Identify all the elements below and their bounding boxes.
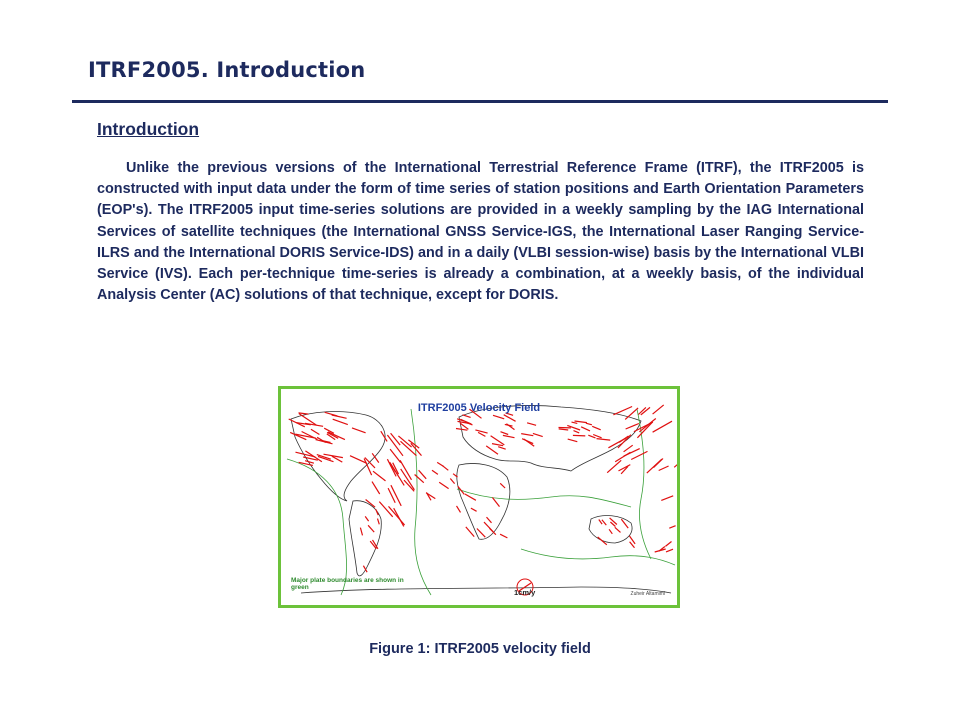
velocity-vector: [631, 451, 647, 459]
velocity-field-figure: [278, 386, 680, 608]
velocity-vector: [653, 421, 672, 432]
velocity-vector: [503, 435, 515, 437]
velocity-vector: [388, 488, 395, 503]
velocity-vector: [559, 429, 569, 430]
velocity-vector: [521, 434, 533, 436]
velocity-vector: [368, 525, 374, 532]
velocity-vector: [415, 475, 424, 483]
velocity-vector: [500, 534, 507, 538]
velocity-vector: [634, 422, 653, 432]
velocity-vector: [501, 432, 509, 435]
velocity-vector: [477, 529, 485, 538]
title-divider: [72, 100, 888, 103]
velocity-vector: [391, 465, 404, 486]
velocity-vector: [504, 415, 516, 422]
velocity-vector: [365, 516, 368, 521]
velocity-vector: [465, 494, 476, 500]
velocity-vector: [352, 428, 366, 433]
velocity-vector: [419, 470, 427, 479]
velocity-vector: [305, 461, 314, 464]
plate-boundary: [521, 549, 675, 565]
velocity-vector: [500, 483, 505, 488]
velocity-vector: [659, 466, 669, 471]
velocity-vector: [443, 466, 449, 471]
velocity-vector: [581, 427, 590, 431]
velocity-vector: [456, 429, 467, 431]
velocity-vector: [391, 485, 401, 506]
velocity-vector: [666, 549, 673, 552]
map-legend: Major plate boundaries are shown in green: [291, 577, 404, 591]
velocity-map: [281, 389, 677, 605]
velocity-vector: [378, 519, 380, 525]
velocity-vector: [568, 439, 578, 442]
velocity-vector: [493, 415, 504, 419]
velocity-vector: [463, 415, 471, 418]
velocity-vector: [527, 423, 536, 426]
velocity-vector: [373, 471, 386, 481]
coastline-australia: [589, 516, 632, 543]
velocity-vector: [498, 447, 506, 450]
velocity-vector: [661, 496, 673, 501]
velocity-vector: [609, 529, 612, 534]
page-title: ITRF2005. Introduction: [88, 58, 366, 82]
velocity-vector: [586, 423, 592, 425]
velocity-vector: [360, 528, 362, 536]
velocity-vector: [316, 440, 333, 444]
velocity-vector: [624, 445, 633, 452]
velocity-vector: [669, 526, 675, 529]
velocity-vector: [574, 431, 580, 433]
velocity-vector: [506, 424, 514, 430]
velocity-vector: [615, 527, 621, 532]
velocity-vector: [665, 542, 671, 547]
velocity-vector: [597, 439, 611, 441]
velocity-vector: [289, 419, 305, 427]
velocity-vector: [432, 470, 438, 474]
velocity-vector: [363, 566, 367, 573]
velocity-vector: [573, 435, 585, 436]
velocity-vector: [524, 439, 534, 446]
map-credit: Zuheir Altamimi: [630, 591, 665, 597]
velocity-vector: [598, 537, 607, 545]
velocity-vector: [674, 459, 677, 468]
velocity-vector: [457, 506, 461, 513]
velocity-vector: [450, 479, 454, 484]
intro-paragraph: Unlike the previous versions of the International Terrestrial Reference Frame (ITRF), the ITRF2005 is constructed with input data under the form of time series of station positions and Earth Orientation Parameters (EOP's). The ITRF2005 input time-series solutions are provided in a weekly sampling by the IAG International Services of satellite techniques (the International GNSS Service-IGS, the International Laser Ranging Service-ILRS and the International DORIS Service-IDS) and in a daily (VLBI session-wise) basis by the International VLBI Service (IVS). Each per-technique time-series is already a combination, at a weekly basis, of the individual Analysis Center (AC) solutions of that technique, except for DORIS.: [97, 160, 864, 304]
velocity-vector: [333, 419, 348, 424]
map-title: ITRF2005 Velocity Field: [417, 402, 541, 414]
plate-boundaries: [287, 409, 675, 595]
velocity-vector: [394, 508, 404, 526]
velocity-vector: [478, 432, 485, 436]
velocity-vector: [426, 492, 431, 500]
velocity-vector: [647, 459, 662, 473]
velocity-vector: [381, 431, 387, 441]
velocity-vector: [466, 527, 474, 537]
velocity-vector: [389, 506, 405, 525]
velocity-vector: [475, 430, 487, 433]
section-heading: Introduction: [97, 119, 200, 139]
plate-boundary: [457, 489, 631, 507]
velocity-vector: [626, 424, 639, 430]
velocity-vector: [572, 422, 578, 423]
velocity-vector: [533, 433, 543, 436]
scale-label: 1cm/y: [514, 588, 536, 597]
velocity-vector: [592, 426, 601, 430]
velocity-vector: [311, 429, 320, 434]
velocity-vector: [439, 482, 448, 488]
velocity-vector: [575, 421, 587, 423]
velocity-vector: [602, 520, 606, 525]
figure-caption: Figure 1: ITRF2005 velocity field: [369, 641, 591, 657]
plate-boundary: [287, 459, 347, 595]
velocity-vector: [486, 446, 498, 454]
velocity-vector: [484, 522, 493, 532]
velocity-vector: [391, 433, 401, 445]
velocity-vector: [296, 452, 316, 457]
velocity-vector: [372, 482, 380, 494]
velocity-vector: [610, 518, 617, 525]
plate-boundary: [411, 409, 431, 595]
velocity-vectors: [289, 405, 677, 572]
coastline-africa: [457, 464, 510, 540]
velocity-vector: [492, 444, 503, 446]
velocity-vector: [487, 517, 492, 523]
velocity-vector: [471, 508, 477, 511]
velocity-vector: [492, 498, 499, 507]
